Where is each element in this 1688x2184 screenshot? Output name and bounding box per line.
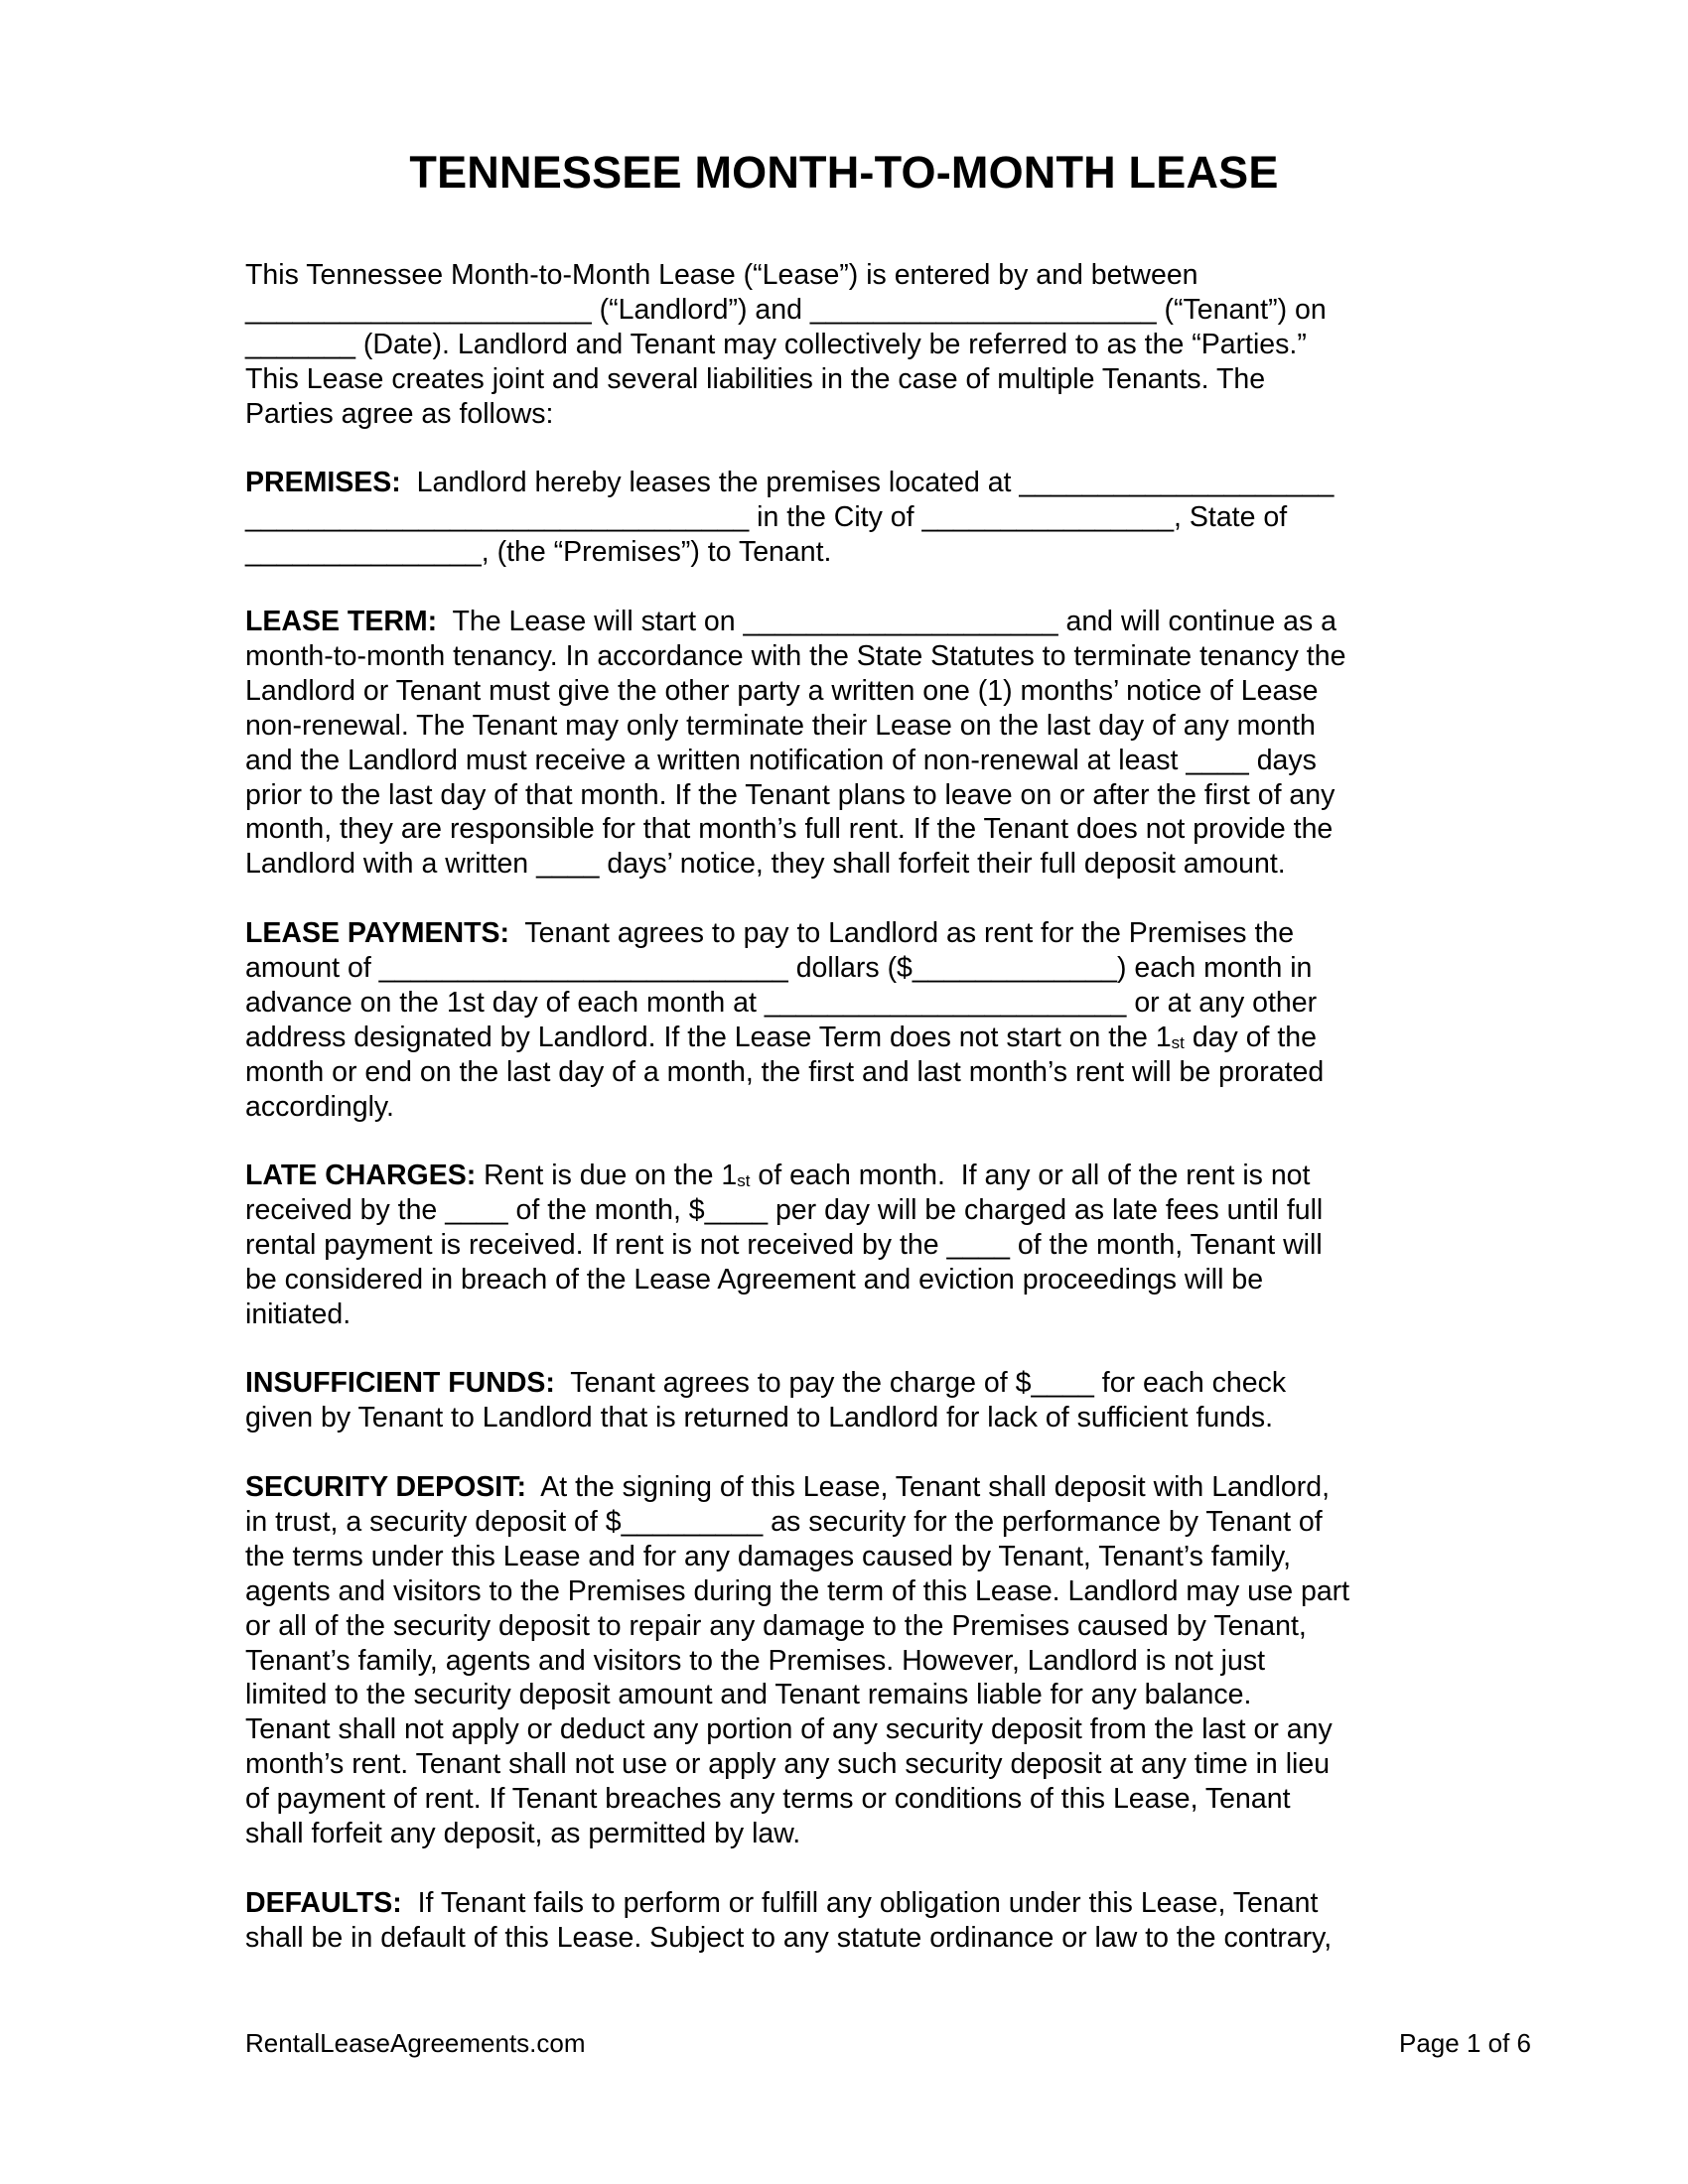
security-deposit-section — [245, 1470, 1437, 1851]
late-charges-heading: LATE CHARGES: — [245, 1160, 477, 1191]
defaults-text: If Tenant fails to perform or fulfill any obligation under this Lease, Tenant — [401, 1887, 1319, 1919]
ordinal-suffix: st — [737, 1171, 751, 1190]
lease-term-heading: LEASE TERM: — [245, 606, 438, 637]
late-charges-line: rental payment is received. If rent is not received by the ____ of the month, Tenant will — [245, 1228, 1323, 1261]
lease-payments-line — [245, 916, 1437, 951]
premises-line: ________________________________ in the City of ________________, State of — [245, 500, 1288, 533]
lease-term-line: Landlord or Tenant must give the other party a written one (1) months’ notice of Lease — [245, 674, 1319, 707]
footer-page-number: Page 1 of 6 — [1399, 2028, 1531, 2058]
late-charges-line: received by the ____ of the month, $____ per day will be charged as late fees until full — [245, 1193, 1324, 1226]
intro-line: Parties agree as follows: — [245, 397, 554, 430]
lease-payments-heading: LEASE PAYMENTS: — [245, 917, 510, 949]
security-deposit-line: Tenant’s family, agents and visitors to the Premises. However, Landlord is not just — [245, 1644, 1266, 1677]
security-deposit-line: limited to the security deposit amount and Tenant remains liable for any balance. — [245, 1679, 1252, 1711]
late-charges-section — [245, 1159, 1437, 1332]
lease-term-line: prior to the last day of that month. If the Tenant plans to leave on or after the first of any — [245, 778, 1336, 811]
defaults-section — [245, 1886, 1437, 1956]
ordinal-suffix: st — [1171, 1032, 1185, 1052]
late-charges-line: initiated. — [245, 1297, 352, 1330]
lease-payments-text: address designated by Landlord. If the Lease Term does not start on the 1 — [245, 1021, 1172, 1053]
late-charges-line: be considered in breach of the Lease Agreement and eviction proceedings will be — [245, 1263, 1264, 1296]
insufficient-funds-heading: INSUFFICIENT FUNDS: — [245, 1367, 555, 1399]
footer-site: RentalLeaseAgreements.com — [245, 2028, 586, 2058]
document-title: TENNESSEE MONTH-TO-MONTH LEASE — [409, 147, 1279, 198]
lease-term-line: non-renewal. The Tenant may only terminate their Lease on the last day of any month — [245, 709, 1316, 742]
lease-term-section — [245, 605, 1437, 882]
insufficient-funds-line: given by Tenant to Landlord that is returned to Landlord for lack of sufficient funds. — [245, 1401, 1274, 1433]
defaults-line — [245, 1886, 1437, 1921]
lease-payments-line: advance on the 1st day of each month at _______________________ or at any other — [245, 986, 1318, 1019]
intro-line: This Lease creates joint and several liabilities in the case of multiple Tenants. The — [245, 362, 1266, 395]
security-deposit-line — [245, 1470, 1437, 1505]
lease-payments-line: month or end on the last day of a month, the first and last month’s rent will be prorated — [245, 1055, 1325, 1088]
security-deposit-line: of payment of rent. If Tenant breaches any terms or conditions of this Lease, Tenant — [245, 1783, 1291, 1816]
intro-line: _______ (Date). Landlord and Tenant may collectively be referred to as the “Parties.” — [245, 328, 1307, 360]
security-deposit-text: At the signing of this Lease, Tenant shall deposit with Landlord, — [525, 1471, 1331, 1503]
lease-term-line — [245, 605, 1437, 639]
lease-payments-line: accordingly. — [245, 1090, 394, 1123]
security-deposit-line: shall forfeit any deposit, as permitted by law. — [245, 1818, 801, 1850]
security-deposit-line: the terms under this Lease and for any damages caused by Tenant, Tenant’s family, — [245, 1540, 1292, 1572]
premises-section — [245, 466, 1437, 570]
lease-term-line: month, they are responsible for that month’s full rent. If the Tenant does not provide the — [245, 813, 1334, 846]
defaults-line: shall be in default of this Lease. Subject to any statute ordinance or law to the contrary, — [245, 1921, 1333, 1954]
security-deposit-line: in trust, a security deposit of $_________ as security for the performance by Tenant of — [245, 1505, 1323, 1538]
insufficient-funds-section — [245, 1366, 1437, 1435]
security-deposit-line: month’s rent. Tenant shall not use or apply any such security deposit at any time in lieu — [245, 1748, 1331, 1781]
security-deposit-line: agents and visitors to the Premises during the term of this Lease. Landlord may use part — [245, 1574, 1350, 1607]
late-charges-text: Rent is due on the 1 — [476, 1160, 738, 1191]
premises-heading: PREMISES: — [245, 467, 401, 498]
security-deposit-line: or all of the security deposit to repair any damage to the Premises caused by Tenant, — [245, 1609, 1307, 1642]
premises-text: Landlord hereby leases the premises located at ____________________ — [400, 467, 1335, 498]
security-deposit-heading: SECURITY DEPOSIT: — [245, 1471, 526, 1503]
premises-line: _______________, (the “Premises”) to Tenant. — [245, 535, 832, 568]
intro-line: This Tennessee Month-to-Month Lease (“Lease”) is entered by and between — [245, 259, 1198, 291]
insufficient-funds-line — [245, 1366, 1437, 1401]
lease-payments-line: amount of __________________________ dollars ($_____________) each month in — [245, 951, 1313, 984]
lease-term-text: The Lease will start on ____________________ and will continue as a — [437, 606, 1336, 637]
late-charges-text: of each month. If any or all of the rent is not — [750, 1160, 1311, 1191]
insufficient-funds-text: Tenant agrees to pay the charge of $____ for each check — [554, 1367, 1287, 1399]
lease-term-line: Landlord with a written ____ days’ notice, they shall forfeit their full deposit amount. — [245, 848, 1286, 881]
lease-payments-line — [245, 1021, 1437, 1055]
security-deposit-line: Tenant shall not apply or deduct any portion of any security deposit from the last or any — [245, 1713, 1333, 1746]
intro-paragraph — [245, 258, 1437, 432]
premises-line — [245, 466, 1437, 500]
late-charges-line — [245, 1159, 1437, 1193]
defaults-heading: DEFAULTS: — [245, 1887, 402, 1919]
lease-payments-text: day of the — [1184, 1021, 1317, 1053]
lease-term-line: month-to-month tenancy. In accordance with the State Statutes to terminate tenancy the — [245, 639, 1346, 672]
lease-payments-section — [245, 916, 1437, 1124]
lease-term-line: and the Landlord must receive a written notification of non-renewal at least ____ days — [245, 744, 1317, 776]
intro-line: ______________________ (“Landlord”) and ______________________ (“Tenant”) on — [245, 293, 1327, 326]
lease-payments-text: Tenant agrees to pay to Landlord as rent for the Premises the — [509, 917, 1295, 949]
